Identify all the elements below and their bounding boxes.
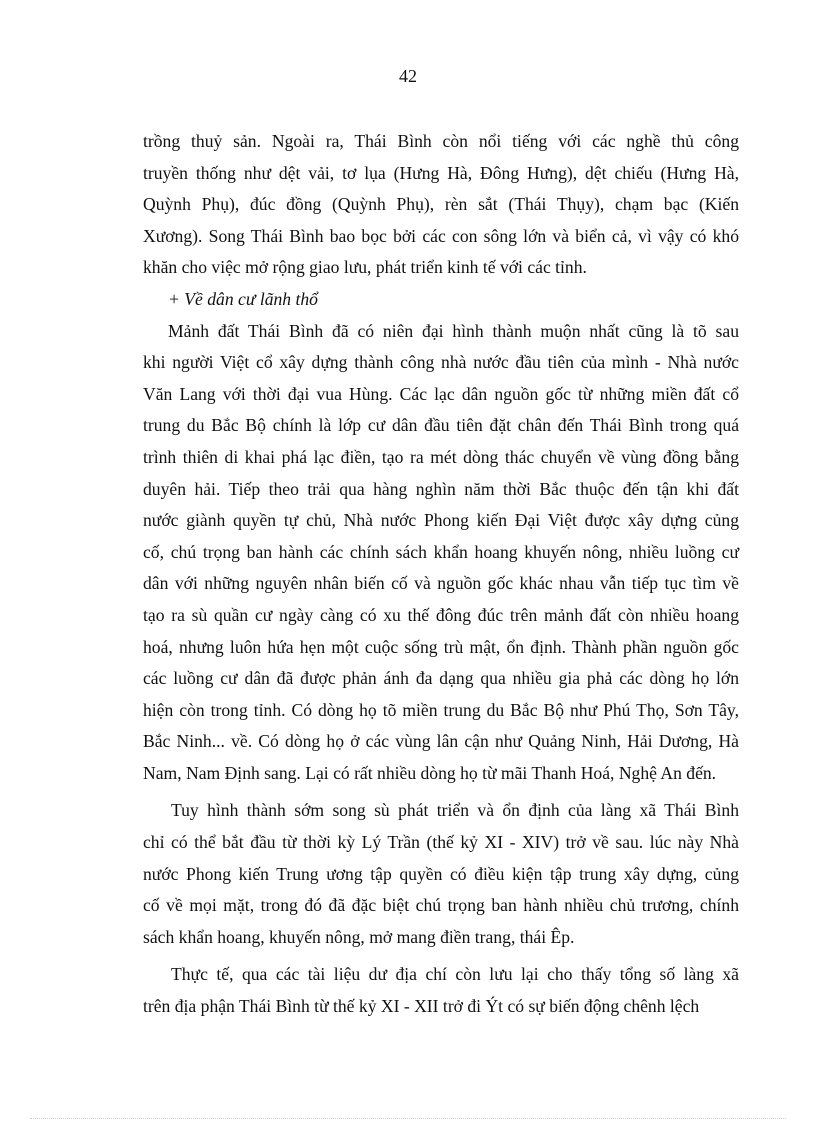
text-line: Quỳnh Phụ), đúc đồng (Quỳnh Phụ), rèn sắt (Thái Thụy), chạm bạc (Kiến	[143, 194, 739, 215]
text-line: Mảnh đất Thái Bình đã có niên đại hình thành muộn nhất cũng là tõ sau	[168, 320, 739, 341]
text-line: Bắc Ninh... về. Có dòng họ ở các vùng lân cận như Quảng Ninh, Hải Dương, Hà	[143, 731, 739, 752]
text-line: sách khẩn hoang, khuyến nông, mở mang điền trang, thái Êp.	[143, 926, 575, 947]
text-line: chỉ có thể bắt đầu từ thời kỳ Lý Trần (thế kỷ XI - XIV) trở về sau. lúc này Nhà	[143, 832, 739, 853]
text-line: nước Phong kiến Trung ương tập quyền có điều kiện tập trung xây dựng, củng	[143, 863, 739, 884]
text-line: cố về mọi mặt, trong đó đã đặc biệt chú trọng ban hành nhiều chủ trương, chính	[143, 895, 739, 916]
text-line: tạo ra sù quần cư ngày càng có xu thế đông đúc trên mảnh đất còn nhiều hoang	[143, 604, 739, 625]
text-line: khăn cho việc mở rộng giao lưu, phát triển kinh tế với các tỉnh.	[143, 257, 587, 278]
text-line: cố, chú trọng ban hành các chính sách khẩn hoang khuyến nông, nhiều luồng cư	[143, 541, 739, 562]
text-line: trên địa phận Thái Bình từ thế kỷ XI - XII trở đi Ýt có sự biến động chênh lệch	[143, 996, 700, 1017]
text-line: Nam, Nam Định sang. Lại có rất nhiều dòng họ từ mãi Thanh Hoá, Nghệ An đến.	[143, 762, 717, 783]
page-bottom-rule	[30, 1118, 786, 1119]
text-line: trồng thuỷ sản. Ngoài ra, Thái Bình còn nổi tiếng với các nghề thủ công	[143, 131, 739, 151]
text-line: truyền thống như dệt vải, tơ lụa (Hưng Hà, Đông Hưng), dệt chiếu (Hưng Hà,	[143, 162, 739, 183]
text-line: hiện còn trong tỉnh. Có dòng họ tõ miền trung du Bắc Bộ như Phú Thọ, Sơn Tây,	[143, 699, 739, 720]
section-heading: + Về dân cư lãnh thổ	[168, 288, 318, 309]
text-line: Tuy hình thành sớm song sù phát triển và ổn định của làng xã Thái Bình	[171, 800, 739, 821]
text-line: Xương). Song Thái Bình bao bọc bởi các con sông lớn và biển cả, vì vậy có khó	[143, 225, 739, 246]
body-text	[143, 126, 739, 1023]
text-line: Văn Lang với thời đại vua Hùng. Các lạc dân nguồn gốc từ những miền đất cổ	[143, 383, 739, 404]
text-line: trung du Bắc Bộ chính là lớp cư dân đầu tiên đặt chân đến Thái Bình trong quá	[143, 415, 739, 436]
text-line: các luồng cư dân đã được phản ánh đa dạng qua nhiều gia phả các dòng họ lớn	[143, 668, 739, 689]
text-line: hoá, nhưng luôn hứa hẹn một cuộc sống trù mật, ổn định. Thành phần nguồn gốc	[143, 636, 739, 657]
text-line: duyên hải. Tiếp theo trải qua hàng nghìn năm thời Bắc thuộc đến tận khi đất	[143, 478, 739, 499]
text-line: nước giành quyền tự chủ, Nhà nước Phong kiến Đại Việt được xây dựng củng	[143, 510, 739, 531]
text-line: dân với những nguyên nhân biến cố và nguồn gốc khác nhau vẫn tiếp tục tìm về	[143, 573, 739, 594]
text-line: trình thiên di khai phá lạc điền, tạo ra mét dòng thác chuyển về vùng đồng bằng	[143, 446, 739, 467]
text-line: Thực tế, qua các tài liệu dư địa chí còn lưu lại cho thấy tổng số làng xã	[171, 964, 739, 985]
page-number: 42	[399, 66, 417, 86]
text-line: khi người Việt cổ xây dựng thành công nhà nước đầu tiên của mình - Nhà nước	[143, 352, 739, 373]
